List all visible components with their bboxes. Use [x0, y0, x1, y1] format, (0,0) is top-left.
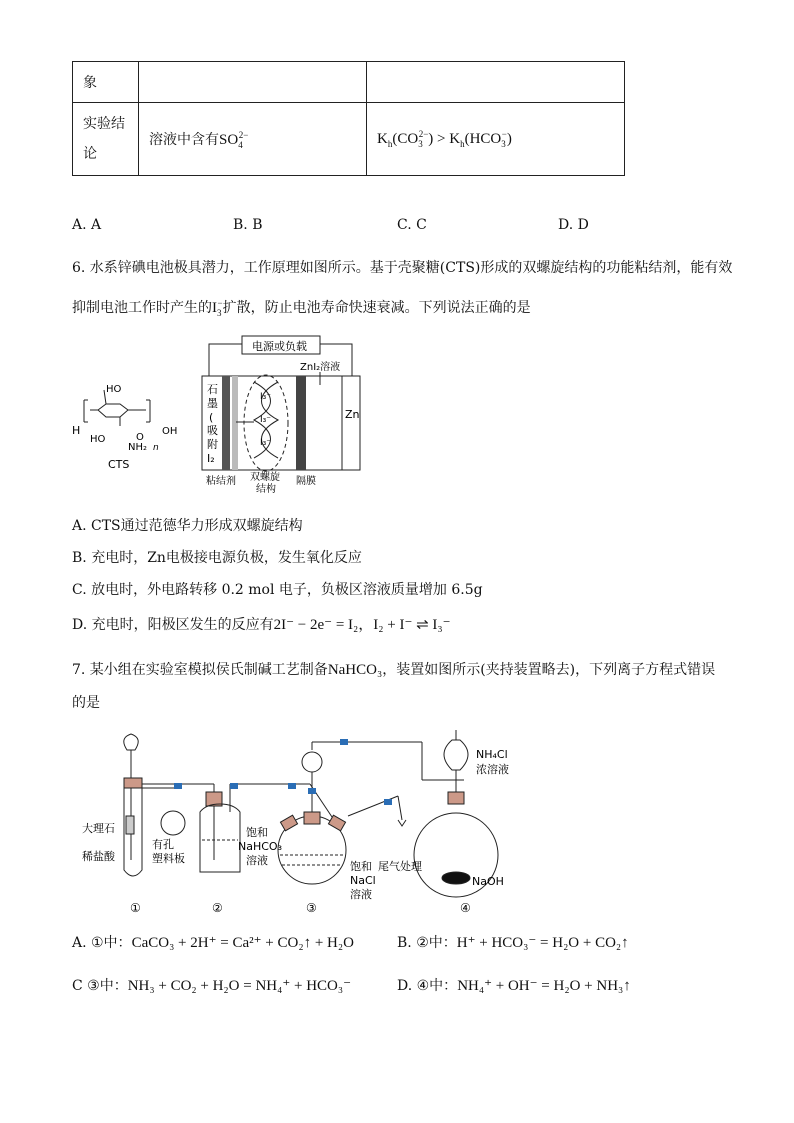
helix-layer: [232, 376, 238, 470]
cts-ho2: HO: [90, 434, 106, 445]
svg-text:(: (: [209, 411, 214, 424]
q6-option-a[interactable]: A. CTS通过范德华力形成双螺旋结构: [72, 518, 303, 534]
svg-text:吸: 吸: [207, 424, 218, 437]
svg-text:浓溶液: 浓溶液: [476, 763, 509, 776]
svg-text:②: ②: [212, 901, 223, 915]
result-table: [72, 61, 625, 176]
table-row-label: 象: [73, 62, 139, 103]
ion-label: I₃⁻: [260, 392, 272, 402]
cts-h: H: [72, 424, 81, 437]
power-label: 电源或负载: [252, 340, 307, 353]
svg-text:石: 石: [207, 383, 218, 396]
option-d[interactable]: D. D: [558, 217, 589, 233]
q6-stem-line1: 6. 水系锌碘电池极具潜力，工作原理如图所示。基于壳聚糖(CTS)形成的双螺旋结构的功能粘结剂，能有效: [72, 260, 733, 276]
svg-text:尾气处理: 尾气处理: [378, 860, 422, 873]
q6-option-b[interactable]: B. 充电时，Zn电极接电源负极，发生氧化反应: [72, 550, 362, 566]
svg-text:有孔: 有孔: [152, 838, 174, 851]
q7-option-b[interactable]: B. ②中：H⁺ + HCO₃⁻ = H₂O + CO₂↑: [397, 935, 629, 951]
cts-nh2: NH₂: [128, 442, 148, 453]
svg-text:③: ③: [306, 901, 317, 915]
q7-option-c[interactable]: C ③中：NH₃ + CO₂ + H₂O = NH₄⁺ + HCO₃⁻: [72, 978, 352, 994]
ion-label: I₃⁻: [260, 415, 272, 425]
q6-option-d[interactable]: D. 充电时，阳极区发生的反应有2I⁻ − 2e⁻ = I₂，I₂ + I⁻ ⇌ I₃⁻: [72, 617, 451, 633]
svg-text:饱和: 饱和: [350, 860, 372, 873]
helix-label: 结构: [256, 484, 276, 495]
svg-text:NH₄Cl: NH₄Cl: [476, 748, 508, 761]
svg-text:NaHCO₃: NaHCO₃: [238, 840, 282, 853]
svg-text:①: ①: [130, 901, 141, 915]
svg-text:I₂: I₂: [207, 452, 215, 465]
option-a[interactable]: A. A: [72, 217, 102, 233]
label-line: 实验结: [83, 116, 125, 132]
svg-text:饱和: 饱和: [246, 826, 268, 839]
option-b[interactable]: B. B: [233, 217, 263, 233]
membrane-label: 隔膜: [296, 476, 316, 487]
membrane: [296, 376, 306, 470]
apparatus-numbers: [130, 901, 471, 915]
svg-text:附: 附: [207, 438, 218, 451]
table-cell: [139, 62, 367, 103]
q7-stem-line1: 7. 某小组在实验室模拟侯氏制碱工艺制备NaHCO₃，装置如图所示(夹持装置略去)，下列离子方程式错误: [72, 662, 716, 678]
svg-text:大理石: 大理石: [82, 822, 115, 835]
table-cell: [367, 62, 625, 103]
cts-o: O: [136, 432, 144, 443]
svg-text:稀盐酸: 稀盐酸: [82, 850, 115, 863]
svg-text:溶液: 溶液: [246, 854, 268, 867]
cts-structure: [84, 390, 150, 426]
solution-label: ZnI₂溶液: [300, 362, 341, 373]
q7-stem-line2: 的是: [72, 695, 100, 711]
q6-stem-line2: 抑制电池工作时产生的$I_3^-$扩散，防止电池寿命快速衰减。下列说法正确的是: [72, 298, 531, 318]
q7-option-a[interactable]: A. ①中：CaCO₃ + 2H⁺ = Ca²⁺ + CO₂↑ + H₂O: [72, 935, 354, 951]
cts-label: CTS: [108, 458, 130, 471]
apparatus-diagram: [72, 720, 552, 925]
cts-n: n: [153, 443, 159, 453]
ion-label: I₃⁻: [260, 438, 272, 448]
label-line: 论: [83, 146, 97, 162]
cts-oh: OH: [162, 426, 178, 437]
svg-text:塑料板: 塑料板: [152, 852, 185, 865]
svg-text:NaCl: NaCl: [350, 874, 376, 887]
helix-label: 双螺旋: [250, 472, 280, 483]
battery-diagram: [70, 330, 390, 495]
svg-text:溶液: 溶液: [350, 888, 372, 901]
q6-option-c[interactable]: C. 放电时，外电路转移 0.2 mol 电子，负极区溶液质量增加 6.5g: [72, 582, 483, 598]
binder-layer: [222, 376, 230, 470]
binder-label: 粘结剂: [206, 476, 236, 487]
q7-option-d[interactable]: D. ④中：NH₄⁺ + OH⁻ = H₂O + NH₃↑: [397, 978, 631, 994]
svg-text:NaOH: NaOH: [472, 875, 504, 888]
option-c[interactable]: C. C: [397, 217, 427, 233]
conclusion-cell-2: $K_h(CO_3^{2-}) > K_h(HCO_3^-)$: [367, 103, 625, 176]
svg-text:④: ④: [460, 901, 471, 915]
zn-label: Zn: [345, 408, 360, 421]
table-row-label: [73, 103, 139, 176]
svg-text:墨: 墨: [207, 397, 218, 410]
cts-ho1: HO: [106, 384, 122, 395]
conclusion-cell-1: 溶液中含有$SO_4^{2-}$: [139, 103, 367, 176]
